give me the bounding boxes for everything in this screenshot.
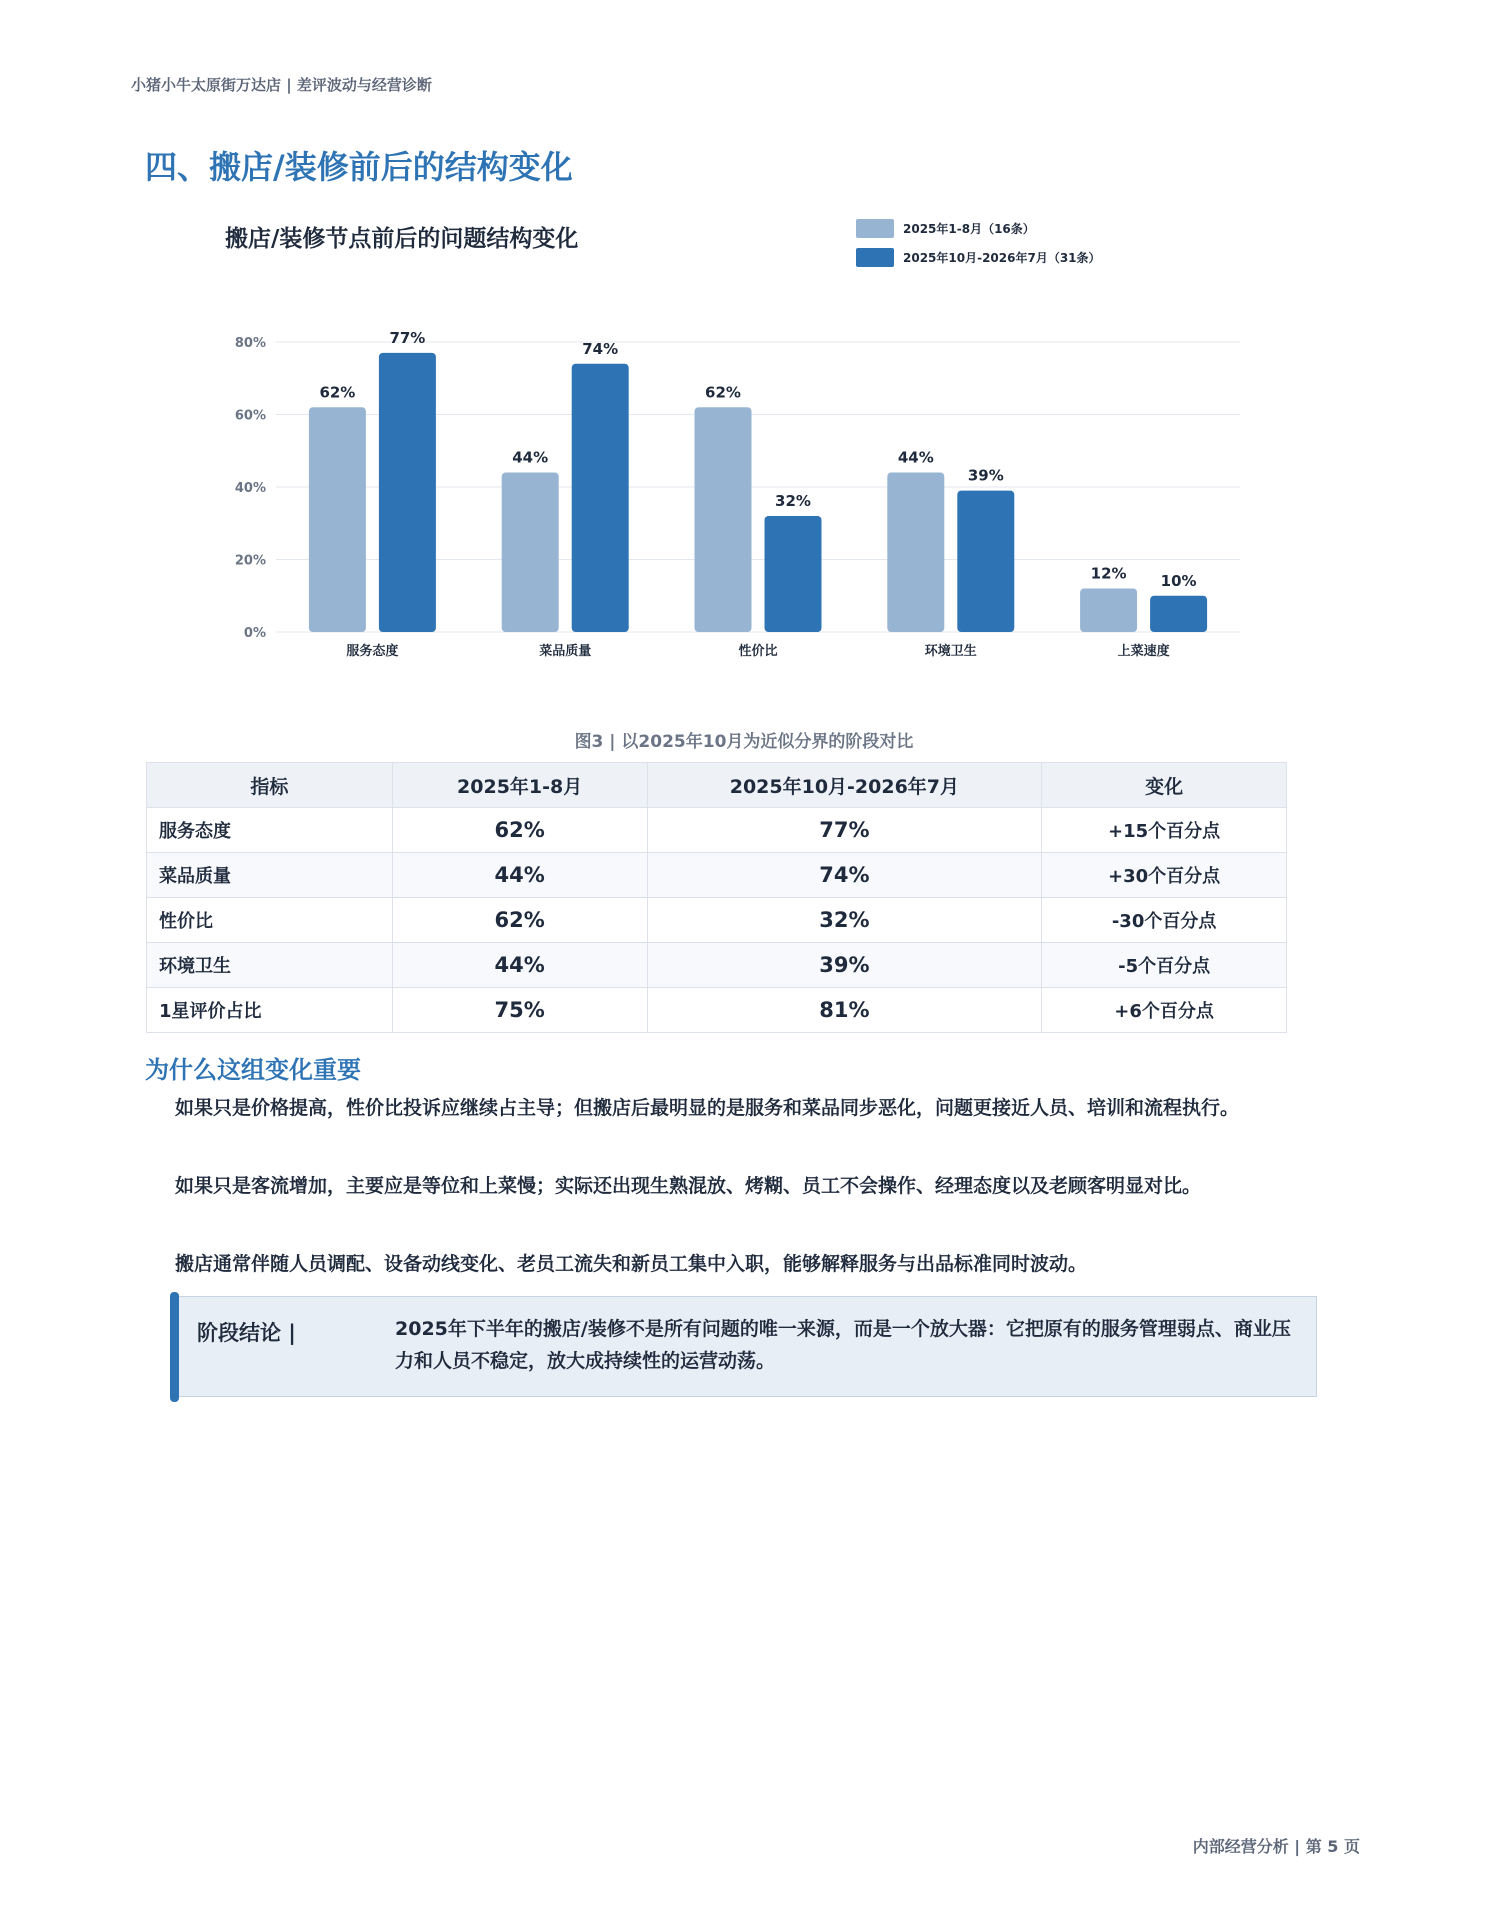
table-cell-metric: 环境卫生 (147, 943, 393, 988)
table-row (147, 808, 1287, 853)
paragraph-relocation: 搬店通常伴随人员调配、设备动线变化、老员工流失和新员工集中入职，能够解释服务与出品标准同时波动。 (175, 1253, 1088, 1275)
table-cell-metric: 菜品质量 (147, 853, 393, 898)
y-tick-label: 60% (234, 408, 266, 424)
y-tick-label: 20% (234, 553, 266, 569)
chart-title: 搬店/装修节点前后的问题结构变化 (225, 226, 579, 252)
bar-before (1080, 589, 1137, 633)
data-label: 62% (319, 383, 356, 402)
bar-before (887, 473, 944, 633)
table-cell-metric: 1星评价占比 (147, 988, 393, 1033)
table-cell-before: 62% (392, 898, 647, 943)
table-cell-metric: 服务态度 (147, 808, 393, 853)
x-tick-label: 服务态度 (346, 644, 399, 659)
x-tick-label: 环境卫生 (924, 644, 977, 659)
bar-before (695, 407, 752, 632)
table-cell-change: +6个百分点 (1042, 988, 1287, 1033)
bar-before (502, 473, 559, 633)
y-tick-label: 40% (234, 481, 266, 496)
x-tick-label: 性价比 (738, 644, 778, 659)
data-label: 32% (775, 492, 811, 510)
table-cell-after: 39% (647, 943, 1042, 988)
paragraph-traffic: 如果只是客流增加，主要应是等位和上菜慢；实际还出现生熟混放、烤糊、员工不会操作、经理态度以及老顾客明显对比。 (175, 1175, 1202, 1197)
table-cell-before: 44% (392, 943, 647, 988)
table-cell-before: 44% (392, 853, 647, 898)
why-heading: 为什么这组变化重要 (145, 1056, 361, 1084)
bar-before (309, 407, 366, 632)
bar-after (957, 491, 1014, 632)
section-title: 四、搬店/装修前后的结构变化 (145, 148, 573, 186)
table-cell-metric: 性价比 (147, 898, 393, 943)
data-label: 44% (512, 448, 549, 467)
table-cell-before: 62% (392, 808, 647, 853)
data-label: 44% (897, 448, 934, 467)
data-label: 62% (705, 383, 741, 402)
comparison-table (146, 762, 1287, 1033)
data-label: 12% (1090, 564, 1127, 583)
bar-after (765, 516, 822, 632)
legend-label-after: 2025年10月-2026年7月（31条） (903, 250, 1101, 265)
table-header-change: 变化 (1042, 763, 1287, 808)
callout-accent-bar (170, 1292, 179, 1402)
data-label: 77% (389, 328, 426, 347)
table-row (147, 988, 1287, 1033)
table-row (147, 943, 1287, 988)
bar-chart (0, 0, 1488, 700)
table-cell-change: +30个百分点 (1042, 853, 1287, 898)
table-header-before: 2025年1-8月 (392, 763, 647, 808)
table-cell-change: +15个百分点 (1042, 808, 1287, 853)
table-cell-after: 77% (647, 808, 1042, 853)
bar-after (379, 353, 436, 632)
callout-text: 2025年下半年的搬店/装修不是所有问题的唯一来源，而是一个放大器：它把原有的服务管理弱点、商业压力和人员不稳定，放大成持续性的运营动荡。 (395, 1318, 1291, 1372)
y-tick-label: 0% (243, 626, 266, 641)
table-cell-before: 75% (392, 988, 647, 1033)
conclusion-callout (170, 1296, 1317, 1397)
bar-after (572, 364, 629, 632)
legend-label-before: 2025年1-8月（16条） (903, 221, 1035, 236)
table-cell-after: 81% (647, 988, 1042, 1033)
table-row (147, 898, 1287, 943)
table-header-after: 2025年10月-2026年7月 (647, 763, 1042, 808)
figure-caption: 图3 | 以2025年10月为近似分界的阶段对比 (574, 732, 914, 752)
table-row (147, 853, 1287, 898)
callout-label: 阶段结论 | (197, 1321, 296, 1345)
bar-after (1150, 596, 1207, 632)
page-footer: 内部经营分析 | 第 5 页 (1192, 1837, 1360, 1856)
table-header-row (147, 763, 1287, 808)
report-header: 小猪小牛太原街万达店 | 差评波动与经营诊断 (131, 76, 432, 94)
table-cell-after: 32% (647, 898, 1042, 943)
table-cell-after: 74% (647, 853, 1042, 898)
data-label: 10% (1160, 571, 1197, 590)
paragraph-price: 如果只是价格提高，性价比投诉应继续占主导；但搬店后最明显的是服务和菜品同步恶化，问题更接近人员、培训和流程执行。 (175, 1097, 1240, 1119)
x-tick-label: 上菜速度 (1117, 644, 1170, 659)
table-cell-change: -30个百分点 (1042, 898, 1287, 943)
x-tick-label: 菜品质量 (539, 644, 592, 659)
table-cell-change: -5个百分点 (1042, 943, 1287, 988)
table-header-metric: 指标 (147, 763, 393, 808)
data-label: 74% (582, 339, 619, 358)
y-tick-label: 80% (234, 336, 266, 351)
data-label: 39% (967, 466, 1004, 485)
